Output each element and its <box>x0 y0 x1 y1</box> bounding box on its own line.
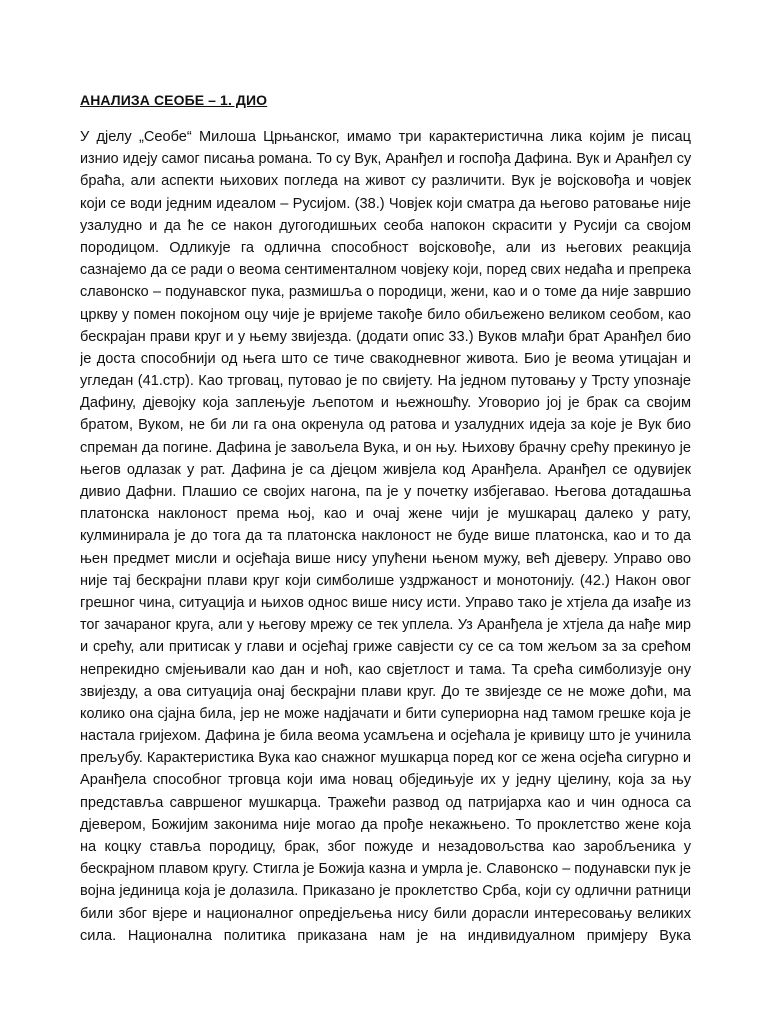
paragraph-line: угледан (41.стр). Као трговац, путовао је по свијету. На једном путовању у Трсту упознаје <box>80 373 691 390</box>
paragraph-line: настала гријехом. Дафина је била веома усамљена и осјећала је кривицу што је учинила <box>80 728 691 745</box>
paragraph-line: представља савршеног мушкарца. Тражећи развод од патријарха као и чин односа са <box>80 794 691 811</box>
paragraph-line: дјевером, Божијим законима није могао да прође некажњено. То проклетство жене која <box>80 816 691 833</box>
paragraph-line: кулминирала је до тога да та платонска наклоност не буде више платонска, као и то да <box>80 528 691 545</box>
paragraph-line: братом, Вуком, не би ли га она окренула од ратова и узалудних идеја за које је Вук био <box>80 417 691 434</box>
paragraph-line: прељубу. Карактеристика Вука као снажног мушкарца поред ког се жена осјећа сигурно и <box>80 750 691 767</box>
paragraph-line: је доста способнији од њега што се тиче свакодневног живота. Био је веома утицајан и <box>80 350 691 367</box>
paragraph-line: његов одлазак у рат. Дафина је са дјецом живјела код Аранђела. Аранђел се одувијек <box>80 461 691 478</box>
paragraph-line: изнио идеју самог писања романа. То су Вук, Аранђел и госпођа Дафина. Вук и Аранђел су <box>80 151 691 168</box>
paragraph-line: колико она сјајна била, јер не може надјачати и бити супериорна над тамом грешке која је <box>80 705 691 722</box>
paragraph-line: бескрајном плавом кругу. Стигла је Божија казна и умрла је. Славонско – подунавски пук је <box>80 861 691 878</box>
paragraph-line: спреман да погине. Дафина је завољела Вука, и он њу. Њихову брачну срећу прекинуо је <box>80 439 691 456</box>
paragraph-line: сазнајемо да се ради о веома сентименталном човјеку који, поред свих недаћа и препрека <box>80 262 691 279</box>
paragraph-line: сила. Национална политика приказана нам је на индивидуалном примјеру Вука <box>80 927 691 944</box>
paragraph-line: платонска наклоност према њој, као и очај жене чији је мушкарац далеко у рату, <box>80 506 691 523</box>
paragraph-line: звијезду, а ова ситуација онај бескрајни плави круг. До те звијезде се не може доћи, ма <box>80 683 691 700</box>
paragraph-line: узалудно и да ће се након дугогодишњих сеоба напокон скрасити у Русији са својом <box>80 217 691 234</box>
paragraph-line: бескрајан прави круг и у њему звијезда. (додати опис 33.) Вуков млађи брат Аранђел био <box>80 328 691 345</box>
document-body <box>80 126 691 947</box>
paragraph-line: који се води једним идеалом – Русијом. (38.) Човјек који сматра да његово ратовање није <box>80 195 691 212</box>
paragraph-line: њен предмет мисли и осјећаја више нису упућени њеном мужу, већ дјеверу. Управо ово <box>80 550 691 567</box>
paragraph-line: грешног чина, ситуација и њихов однос више нису исти. Управо тако је хтјела да изађе из <box>80 594 691 611</box>
paragraph-line: породицом. Одликује га одлична способност војсковође, али из његових реакција <box>80 239 691 256</box>
paragraph-line: цркву у помен покојном оцу чије је вријеме такође било обиљежено великом сеобом, као <box>80 306 691 323</box>
paragraph-line: на коцку ставља породицу, брак, због пожуде и незадовољства као заробљеника у <box>80 839 691 855</box>
paragraph-line: били због вјере и националног опредјељења нису били дорасли интересовању великих <box>80 905 691 922</box>
paragraph-line: Аранђела способног трговца који има новац обједињује их у једну цјелину, која за њу <box>80 772 691 789</box>
paragraph-line: није тај бескрајни плави круг који симболише уздржаност и монотонију. (42.) Након овог <box>80 572 691 589</box>
paragraph-line: војна јединица која је долазила. Приказано је проклетство Срба, који су одлични ратници <box>80 883 691 900</box>
paragraph-line: Дафину, дјевојку која заплењује љепотом и њежношћу. Уговорио јој је брак са својим <box>80 395 691 412</box>
paragraph-line: дивио Дафни. Плашио се својих нагона, па је у почетку избјегавао. Његова дотадашња <box>80 484 691 500</box>
paragraph-line: браћа, али аспекти њихових погледа на живот су различити. Вук је војсковођа и човјек <box>80 173 691 190</box>
paragraph-line: и срећу, али притисак у глави и осјећај гриже савјести су се са том жељом за за срећом <box>80 639 691 656</box>
paragraph-line: тог зачараног круга, али у његову мрежу се тек уплела. Уз Аранђела је хтјела да нађе мир <box>80 617 691 634</box>
paragraph-line: непрекидно смјењивали као дан и ноћ, као свјетлост и тама. Та срећа симболизује ону <box>80 661 691 678</box>
document-title: АНАЛИЗА СЕОБЕ – 1. ДИО <box>80 92 268 108</box>
paragraph-line: славонско – подунавског пука, размишља о породици, жени, као и о томе да није завршио <box>80 284 691 301</box>
paragraph-line: У дјелу „Сеобе“ Милоша Црњанског, имамо три карактеристична лика којим је писац <box>80 129 691 145</box>
